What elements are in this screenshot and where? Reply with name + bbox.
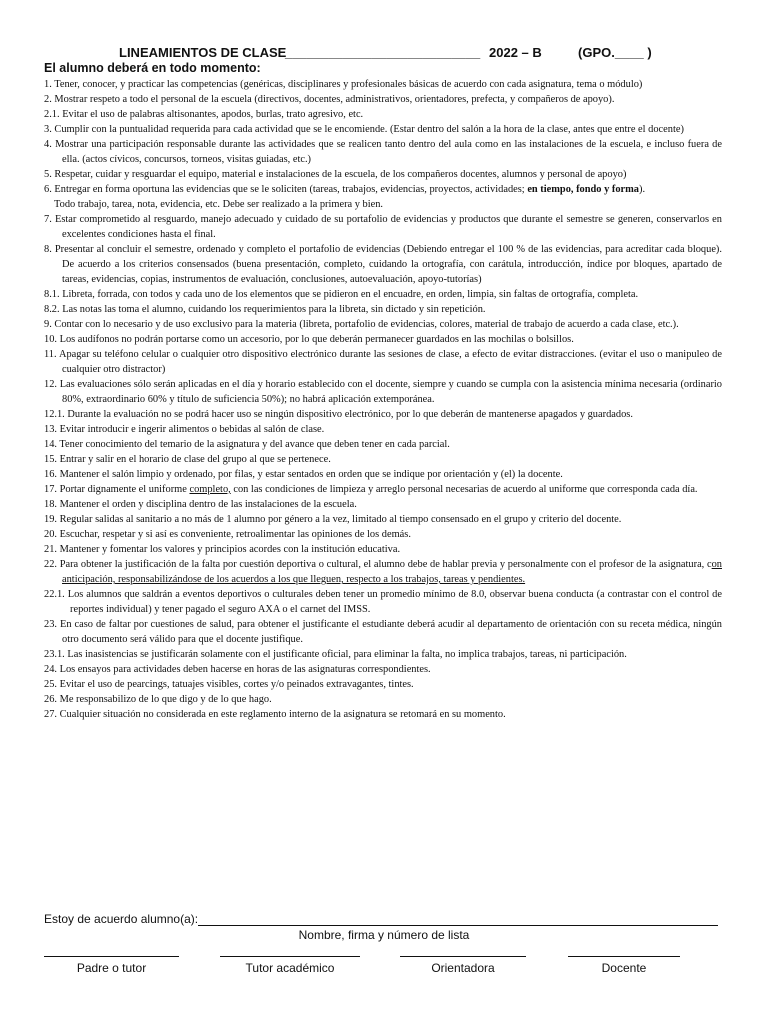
rule-number: 11. — [44, 349, 57, 360]
rule-text: Entrar y salir en el horario de clase del grupo al que se pertenece. — [59, 454, 331, 465]
rule-item — [44, 212, 722, 242]
rule-text: Mostrar respeto a todo el personal de la escuela (directivos, docentes, administrativos, orientadores, prefecta, y compañeros de apoyo). — [54, 94, 615, 105]
rule-number: 8.1. — [44, 289, 60, 300]
rule-item — [44, 452, 722, 467]
rule-item — [44, 422, 722, 437]
rule-item — [44, 587, 722, 617]
rule-number: 9. — [44, 319, 52, 330]
rule-number: 2. — [44, 94, 52, 105]
signature-block-parent — [44, 946, 179, 976]
rule-text: Todo trabajo, tarea, nota, evidencia, etc. Debe ser realizado a la primera y bien. — [54, 199, 384, 210]
agreement-caption: Nombre, firma y número de lista — [298, 928, 470, 942]
rule-number: 19. — [44, 514, 57, 525]
rule-number: 7. — [44, 214, 52, 225]
rule-number: 5. — [44, 169, 52, 180]
rule-item — [44, 482, 722, 497]
rule-text: Portar dignamente el uniforme — [59, 484, 187, 495]
rule-text: Estar comprometido al resguardo, manejo adecuado y cuidado de su portafolio de evidencias y productos que durante el semestre se generen, conservarlos en excelentes condiciones hasta el final. — [54, 214, 722, 240]
rule-text: Apagar su teléfono celular o cualquier otro dispositivo electrónico durante las sesiones de clase, a efecto de evitar distracciones. (evitar el uso o manipuleo de cualquier otro distractor) — [58, 349, 722, 375]
rule-text: Evitar el uso de pearcings, tatuajes visibles, cortes y/o peinados extravagantes, tintes. — [59, 679, 414, 690]
rule-number: 26. — [44, 694, 57, 705]
rule-text: Mostrar una participación responsable durante las actividades que se realicen tanto dentro del aula como en las instalaciones de la escuela, e incluso fuera de ella. (actos cívicos, concursos, torneos, visitas guiadas, etc.) — [55, 139, 722, 165]
rule-item — [44, 287, 722, 302]
signature-line[interactable] — [220, 946, 360, 957]
rule-text: Tener, conocer, y practicar las competencias (genéricas, disciplinares y profesionales básicas de acuerdo con cada asignatura, tema o módulo) — [54, 79, 643, 90]
rule-item — [44, 647, 722, 662]
rule-number: 13. — [44, 424, 57, 435]
rule-number: 12. — [44, 379, 57, 390]
rule-item — [44, 332, 722, 347]
rule-item — [44, 197, 722, 212]
rule-number: 1. — [44, 79, 52, 90]
rule-number: 22.1. — [44, 589, 65, 600]
rule-number: 17. — [44, 484, 57, 495]
rule-item — [44, 437, 722, 452]
rule-number: 24. — [44, 664, 57, 675]
rule-emphasis: en tiempo, fondo y forma — [527, 184, 640, 195]
rule-item — [44, 137, 722, 167]
rule-item — [44, 107, 722, 122]
rule-text: Entregar en forma oportuna las evidencias que se le soliciten (tareas, trabajos, evidencias, proyectos, actividades; — [54, 184, 525, 195]
rule-text: Los ensayos para actividades deben hacerse en horas de las asignaturas correspondientes. — [59, 664, 431, 675]
title-group: (GPO.____ ) — [578, 45, 652, 60]
rule-text: En caso de faltar por cuestiones de salud, para obtener el justificante el estudiante deberá acudir al departamento de orientación con su receta médica, ningún otro documento será válido para que el docente justifique. — [60, 619, 722, 645]
signature-block-counselor — [400, 946, 526, 976]
rule-text: Durante la evaluación no se podrá hacer uso se ningún dispositivo electrónico, por lo que deberán de mantenerse apagados y guardados. — [67, 409, 633, 420]
rule-item — [44, 557, 722, 587]
rule-text: Evitar el uso de palabras altisonantes, apodos, burlas, trato agresivo, etc. — [62, 109, 364, 120]
signature-line[interactable] — [44, 946, 179, 957]
rule-text: Presentar al concluir el semestre, ordenado y completo el portafolio de evidencias (Debiendo entregar el 100 % de las evidencias, para acreditar cada bloque). De acuerdo a los criterios consensados (buena presentación, completo, cuidando la ortografía, con carátula, introducción, índice por bloques, apartado de tareas, evidencias, copias, instrumentos de evaluación, conclusiones, autoevaluación, apoyo-tutorías) — [54, 244, 722, 285]
rule-text: Los audífonos no podrán portarse como un accesorio, por lo que deberán permanecer guardados en las mochilas o bolsillos. — [59, 334, 574, 345]
document-subtitle: El alumno deberá en todo momento: — [44, 61, 261, 75]
rule-text: Los alumnos que saldrán a eventos deportivos o culturales deben tener un promedio mínimo de 8.0, observar buena conducta (a contrastar con el control de reportes individual) y tener pagado el seguro AXA o el carnet del IMSS. — [67, 589, 722, 615]
rule-text: Libreta, forrada, con todos y cada uno de los elementos que se pidieron en el encuadre, en orden, limpia, sin faltas de ortografía, completa. — [62, 289, 639, 300]
student-signature-field[interactable] — [198, 913, 718, 926]
rule-text: Contar con lo necesario y de uso exclusivo para la materia (libreta, portafolio de evidencias, colores, material de trabajo de acuerdo a cada clase, etc.). — [54, 319, 679, 330]
rule-item — [44, 677, 722, 692]
rule-text: Las evaluaciones sólo serán aplicadas en el día y horario establecido con el docente, siempre y cuando se cumpla con la asistencia mínima necesaria (ordinario 80%, extraordinario 60% y título de suficiencia 50%); no habrá aplicación extemporánea. — [59, 379, 722, 405]
signature-line[interactable] — [568, 946, 680, 957]
rule-number: 25. — [44, 679, 57, 690]
rule-item — [44, 542, 722, 557]
rule-item — [44, 527, 722, 542]
rule-number: 23. — [44, 619, 57, 630]
rule-item — [44, 707, 722, 722]
rule-text: Mantener y fomentar los valores y principios acordes con la institución educativa. — [59, 544, 401, 555]
rule-item — [44, 497, 722, 512]
rule-number: 20. — [44, 529, 57, 540]
rule-item — [44, 512, 722, 527]
signature-label: Docente — [601, 961, 647, 975]
rule-number: 8. — [44, 244, 52, 255]
rule-number: 27. — [44, 709, 57, 720]
rule-item — [44, 77, 722, 92]
rule-text-tail: con las condiciones de limpieza y arreglo personal necesarias de acuerdo al uniforme que corresponda cada día. — [230, 484, 698, 495]
rule-number: 15. — [44, 454, 57, 465]
rule-text-tail: ). — [639, 184, 646, 195]
signature-label: Tutor académico — [245, 961, 335, 975]
rule-item — [44, 347, 722, 377]
rule-number: 6. — [44, 184, 52, 195]
rule-text: Cumplir con la puntualidad requerida para cada actividad que se le encomiende. (Estar dentro del salón a la hora de la clase, antes que entre el docente) — [54, 124, 684, 135]
rule-text: Las inasistencias se justificarán solamente con el justificante oficial, para eliminar la falta, no implica trabajos, tareas, ni participación. — [67, 649, 627, 660]
rule-number: 18. — [44, 499, 57, 510]
rule-text: Tener conocimiento del temario de la asignatura y del avance que deben tener en cada parcial. — [59, 439, 450, 450]
rule-item — [44, 92, 722, 107]
rule-number: 23.1. — [44, 649, 65, 660]
rule-underline: completo, — [189, 484, 231, 495]
rule-number: 22. — [44, 559, 57, 570]
rule-text: Para obtener la justificación de la falta por cuestión deportiva o cultural, el alumno debe de hablar previa y personalmente con el profesor de la asignatura, c — [59, 559, 712, 570]
rule-text: Cualquier situación no considerada en este reglamento interno de la asignatura se retomará en su momento. — [59, 709, 506, 720]
signature-block-teacher — [568, 946, 680, 976]
signature-block-tutor — [220, 946, 360, 976]
agreement-line — [44, 912, 724, 926]
rule-item — [44, 167, 722, 182]
rule-item — [44, 317, 722, 332]
rules-list — [44, 77, 722, 722]
rule-text: Evitar introducir e ingerir alimentos o bebidas al salón de clase. — [59, 424, 325, 435]
rule-item — [44, 242, 722, 287]
agreement-label: Estoy de acuerdo alumno(a): — [44, 912, 199, 926]
rule-number: 4. — [44, 139, 52, 150]
rule-text: Mantener el orden y disciplina dentro de las instalaciones de la escuela. — [59, 499, 357, 510]
rule-text: Me responsabilizo de lo que digo y de lo que hago. — [59, 694, 272, 705]
rule-text: Mantener el salón limpio y ordenado, por filas, y estar sentados en orden que se indique por orientación y (el) la docente. — [59, 469, 563, 480]
rule-item — [44, 407, 722, 422]
signature-label: Padre o tutor — [76, 961, 147, 975]
title-year: 2022 – B — [489, 45, 542, 60]
rule-number: 21. — [44, 544, 57, 555]
rule-number: 8.2. — [44, 304, 60, 315]
rule-number: 10. — [44, 334, 57, 345]
signature-line[interactable] — [400, 946, 526, 957]
rule-number: 14. — [44, 439, 57, 450]
rule-number: 3. — [44, 124, 52, 135]
rule-item — [44, 377, 722, 407]
rule-number: 12.1. — [44, 409, 65, 420]
rule-item — [44, 467, 722, 482]
signature-label: Orientadora — [431, 961, 495, 975]
rule-item — [44, 302, 722, 317]
rule-text: Respetar, cuidar y resguardar el equipo, material e instalaciones de la escuela, de los compañeros docentes, alumnos y personal de apoyo) — [54, 169, 627, 180]
rule-number: 16. — [44, 469, 57, 480]
rule-underline: on anticipación, responsabilizándose de los acuerdos a los que lleguen, respecto a los trabajos, tareas y pendientes. — [62, 559, 722, 585]
rule-item — [44, 662, 722, 677]
rule-text: Las notas las toma el alumno, cuidando los requerimientos para la libreta, sin dictado y sin repetición. — [62, 304, 486, 315]
rule-number: 2.1. — [44, 109, 60, 120]
title-text: LINEAMIENTOS DE CLASE — [119, 45, 287, 60]
rule-item — [44, 122, 722, 137]
rule-item — [44, 617, 722, 647]
rule-item — [44, 182, 722, 197]
rule-item — [44, 692, 722, 707]
title-blank: ___________________________ — [285, 45, 481, 60]
rule-text: Escuchar, respetar y si así es conveniente, retroalimentar las opiniones de los demás. — [59, 529, 411, 540]
rule-text: Regular salidas al sanitario a no más de 1 alumno por género a la vez, limitado al tiempo consensado en el grupo y criterio del docente. — [59, 514, 622, 525]
